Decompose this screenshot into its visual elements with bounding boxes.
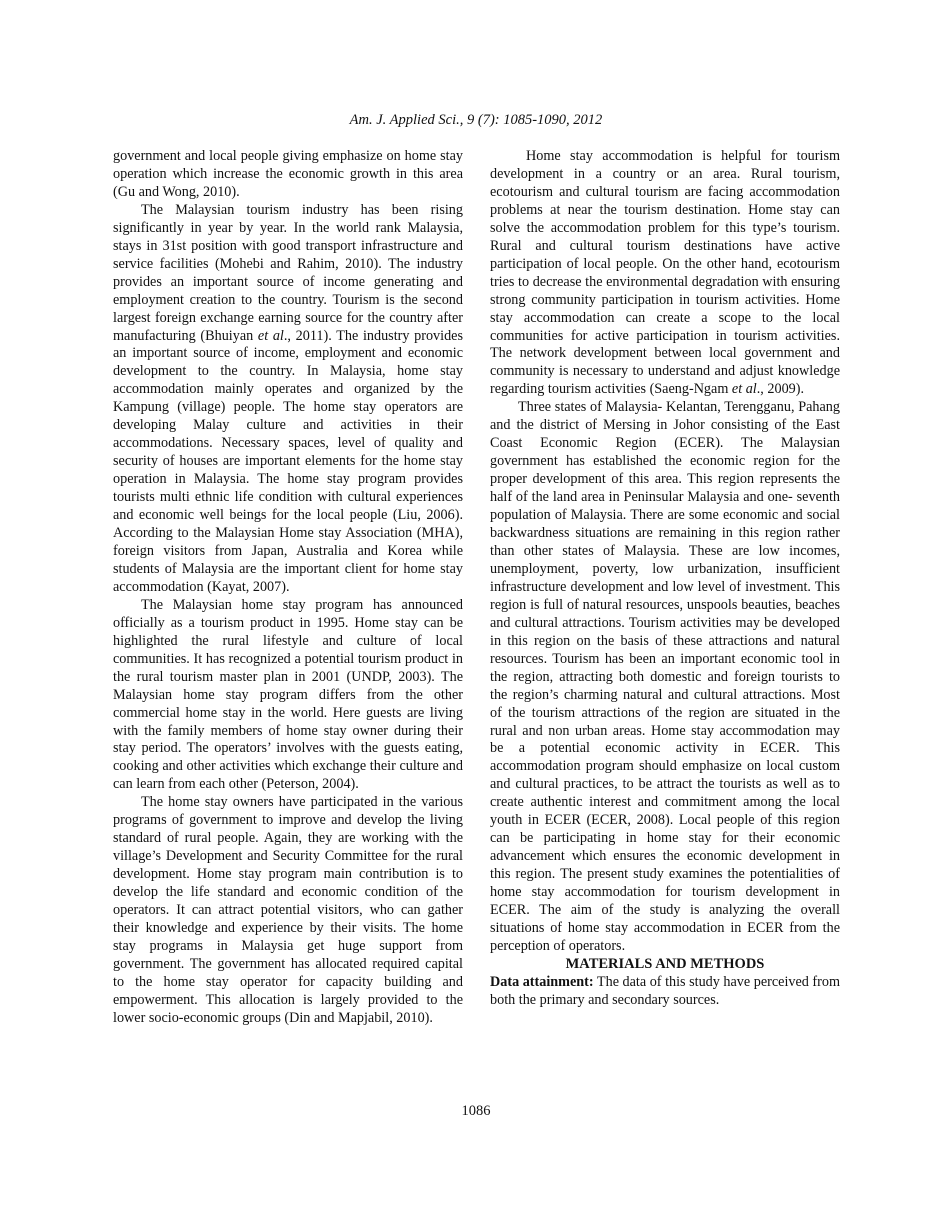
paragraph: The home stay owners have participated in the various programs of government to improve and develop the living standard of rural people. Again, they are working with the village’s Development and Security Committee for the rural development. Home stay program main contribution is to develop the life standard and economic condition of the operators. It can attract potential visitors, who can gather their knowledge and experience by their visits. The home stay programs in Malaysia get huge support from government. The government has allocated required capital to the home stay operator for capacity building and empowerment. This allocation is largely provided to the lower socio-economic groups (Din and Mapjabil, 2010).: [113, 794, 463, 1026]
running-header: Am. J. Applied Sci., 9 (7): 1085-1090, 2012: [349, 112, 603, 128]
text-run: ., 2009).: [756, 381, 805, 398]
text-run: Home stay accommodation is helpful for tourism development in a country or an area. Rural tourism, ecotourism and cultural tourism are facing accommodation problems at near the tourism destination. Home stay can solve the accommodation problem for this type’s tourism. Rural and cultural tourism destinations have active participation of local people. On the other hand, ecotourism tries to decrease the environmental degradation with ensuring strong community participation in tourism activities. Home stay accommodation can create a scope to the local communities for active participation in tourism activities. The network development between local government and community is necessary to understand and adjust knowledge regarding tourism activities (Saeng-Ngam: [490, 148, 840, 398]
italic-text: et al: [257, 327, 284, 344]
paragraph: government and local people giving emphasize on home stay operation which increase the economic growth in this area (Gu and Wong, 2010).: [113, 148, 463, 200]
section-heading: MATERIALS AND METHODS: [565, 955, 765, 972]
paragraph: Three states of Malaysia- Kelantan, Terengganu, Pahang and the district of Mersing in Johor consisting of the East Coast Economic Region (ECER). The Malaysian government has established the economic region for the proper development of this area. This region represents the half of the land area in Peninsular Malaysia and one- seventh population of Malaysia. There are some economic and social backwardness situations are remaining in this region rather than other states of Malaysia. These are low incomes, unemployment, poverty, low urbanization, insufficient infrastructure development and low level of investment. This region is full of natural resources, unspools beauties, beaches and cultural attractions. Tourism activities may be developed in this region on the basis of these attractions and natural resources. Tourism has been an important economic tool in the region, attracting both domestic and foreign tourists to the region’s charming natural and cultural attractions. Most of the tourism attractions of the region are situated in the rural and non urban areas. Home stay accommodation may be a potential economic activity in ECER. This accommodation program should emphasize on local custom and cultural practices, to be attract the tourists as well as to create authentic interest and commitment among the local youth in ECER (ECER, 2008). Local people of this region can be participating in home stay for their economic advancement which ensures the economic development in this region. The present study examines the potentialities of home stay accommodation for tourism development in ECER. The aim of the study is analyzing the overall situations of home stay accommodation in ECER from the perception of operators.: [490, 399, 840, 954]
right-column: [490, 148, 840, 1010]
paragraph: [490, 148, 840, 399]
paragraph: The Malaysian home stay program has announced officially as a tourism product in 1995. Home stay can be highlighted the rural lifestyle and culture of local communities. It has recognized a potential tourism product in the rural tourism master plan in 2001 (UNDP, 2003). The Malaysian home stay program differs from the other commercial home stay in the world. Here guests are living with the family members of home stay owner during their stay period. The operators’ involves with the guests eating, cooking and other activities which exchange their culture and can learn from each other (Peterson, 2004).: [113, 596, 463, 793]
paragraph: [113, 202, 463, 597]
subsection-label: Data attainment:: [490, 973, 594, 990]
italic-text: et al: [731, 381, 757, 398]
left-column: [113, 148, 463, 1028]
text-run: The data of this study have perceived from both the primary and secondary sources.: [490, 973, 841, 1008]
paragraph: [490, 974, 840, 1010]
page-number: 1086: [461, 1103, 491, 1119]
text-run: ., 2011). The industry provides an important source of income, employment and economic development to the country. In Malaysia, home stay accommodation mainly operates and organized by the Kampung (village) people. The home stay operators are developing Malay culture and activities in their accommodations. Necessary spaces, level of quality and security of houses are important elements for the home stay operation in Malaysia. The home stay program provides tourists multi ethnic life condition with cultural experiences and economic well beings for the local people (Liu, 2006). According to the Malaysian Home stay Association (MHA), foreign visitors from Japan, Australia and Korea while students of Malaysia are the important client for home stay accommodation (Kayat, 2007).: [113, 327, 463, 595]
text-run: The Malaysian tourism industry has been rising significantly in year by year. In the world rank Malaysia, stays in 31st position with good transport infrastructure and service facilities (Mohebi and Rahim, 2010). The industry provides an important source of income generating and employment creation to the country. Tourism is the second largest foreign exchange earning source for the country after manufacturing (Bhuiyan: [113, 201, 463, 344]
